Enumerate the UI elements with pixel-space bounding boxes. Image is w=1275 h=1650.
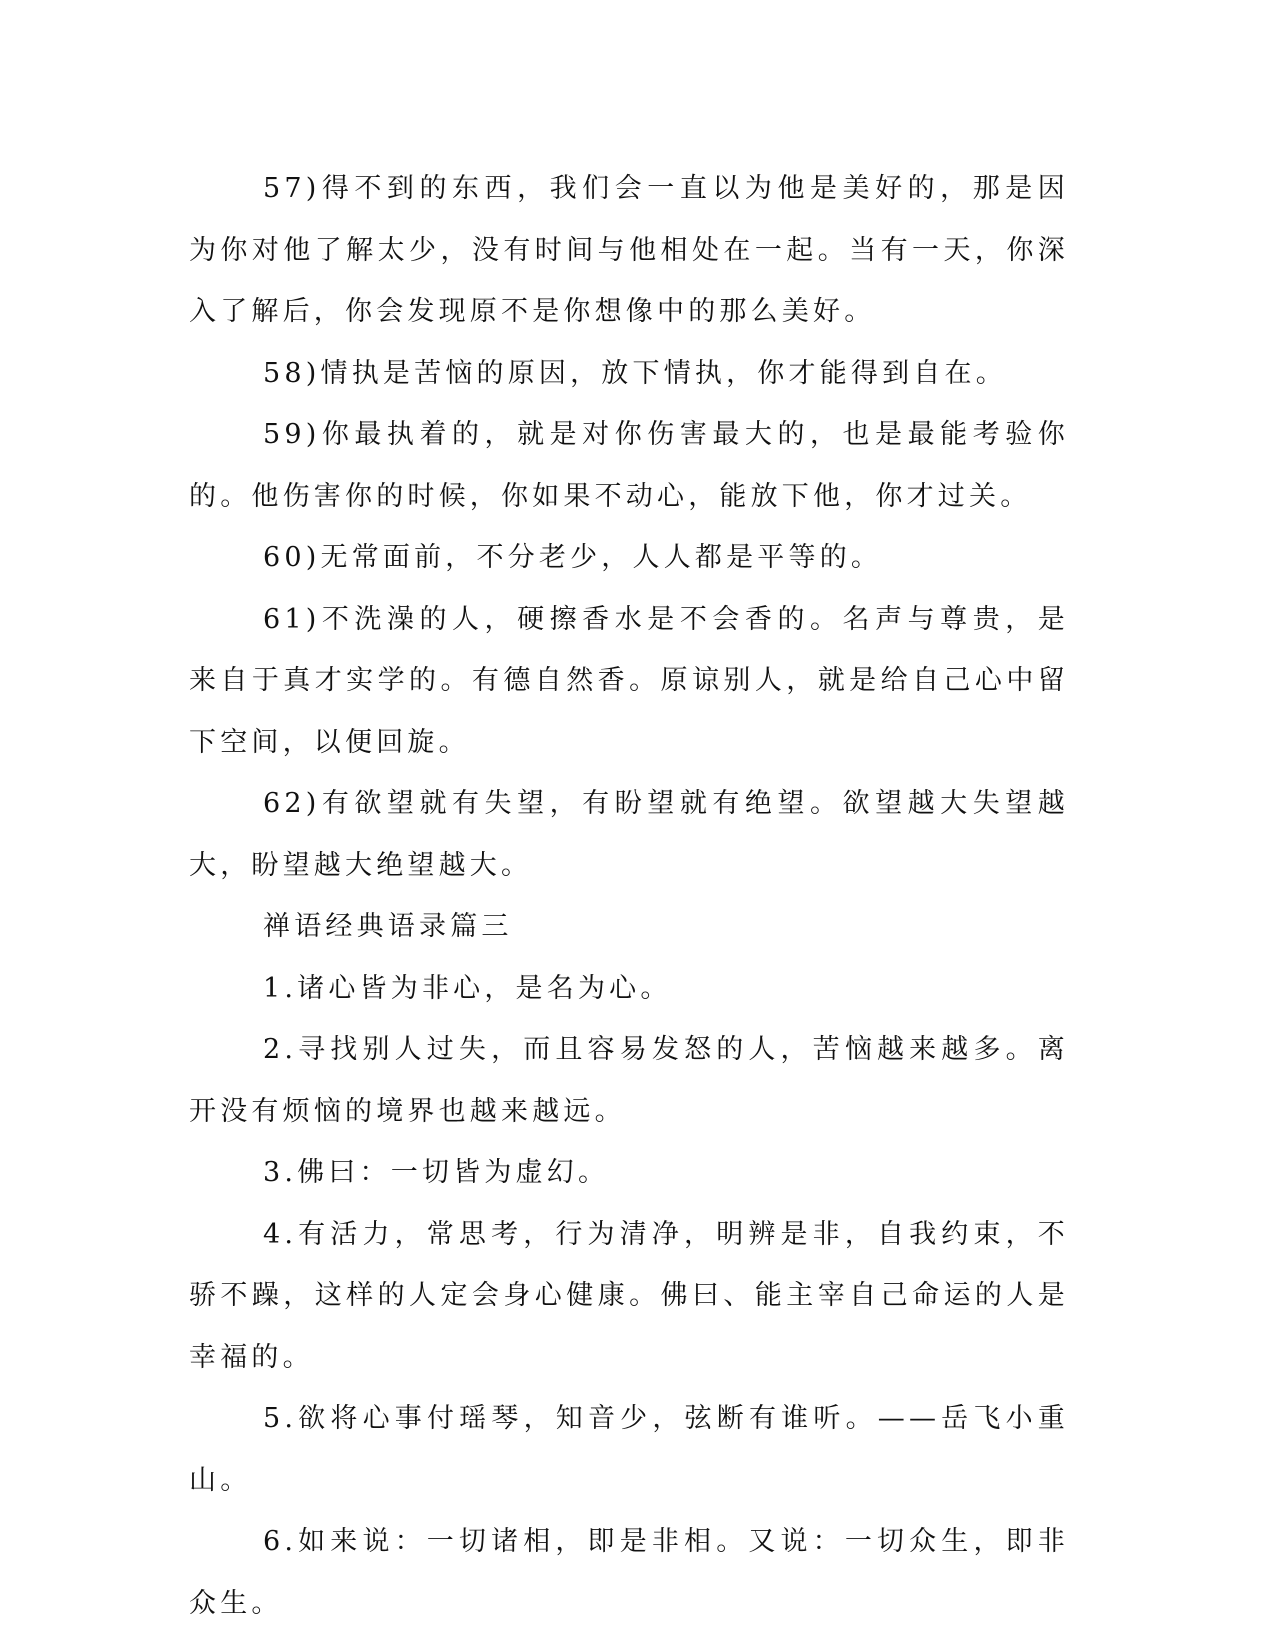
paragraph-62: 62)有欲望就有失望，有盼望就有绝望。欲望越大失望越大，盼望越大绝望越大。	[189, 788, 1069, 881]
paragraph-5: 5.欲将心事付瑶琴，知音少，弦断有谁听。——岳飞小重山。	[189, 1403, 1069, 1496]
paragraph-3: 3.佛曰：一切皆为虚幻。	[263, 1157, 610, 1188]
paragraph-6: 6.如来说：一切诸相，即是非相。又说：一切众生，即非众生。	[189, 1526, 1069, 1619]
paragraph-57: 57)得不到的东西，我们会一直以为他是美好的，那是因为你对他了解太少，没有时间与他相处在一起。当有一天，你深入了解后，你会发现原不是你想像中的那么美好。	[189, 173, 1069, 327]
paragraph-4: 4.有活力，常思考，行为清净，明辨是非，自我约束，不骄不躁，这样的人定会身心健康。佛曰、能主宰自己命运的人是幸福的。	[189, 1218, 1069, 1373]
paragraph-61: 61)不洗澡的人，硬擦香水是不会香的。名声与尊贵，是来自于真才实学的。有德自然香。原谅别人，就是给自己心中留下空间，以便回旋。	[189, 603, 1069, 758]
paragraph-60: 60)无常面前，不分老少，人人都是平等的。	[263, 542, 883, 573]
paragraph-1: 1.诸心皆为非心，是名为心。	[263, 972, 672, 1004]
paragraph-58: 58)情执是苦恼的原因，放下情执，你才能得到自在。	[263, 357, 1007, 389]
document-body	[189, 158, 1069, 1634]
section-heading: 禅语经典语录篇三	[263, 911, 513, 942]
paragraph-59: 59)你最执着的，就是对你伤害最大的，也是最能考验你的。他伤害你的时候，你如果不动心，能放下他，你才过关。	[189, 419, 1069, 512]
paragraph-2: 2.寻找别人过失，而且容易发怒的人，苦恼越来越多。离开没有烦恼的境界也越来越远。	[189, 1034, 1069, 1127]
